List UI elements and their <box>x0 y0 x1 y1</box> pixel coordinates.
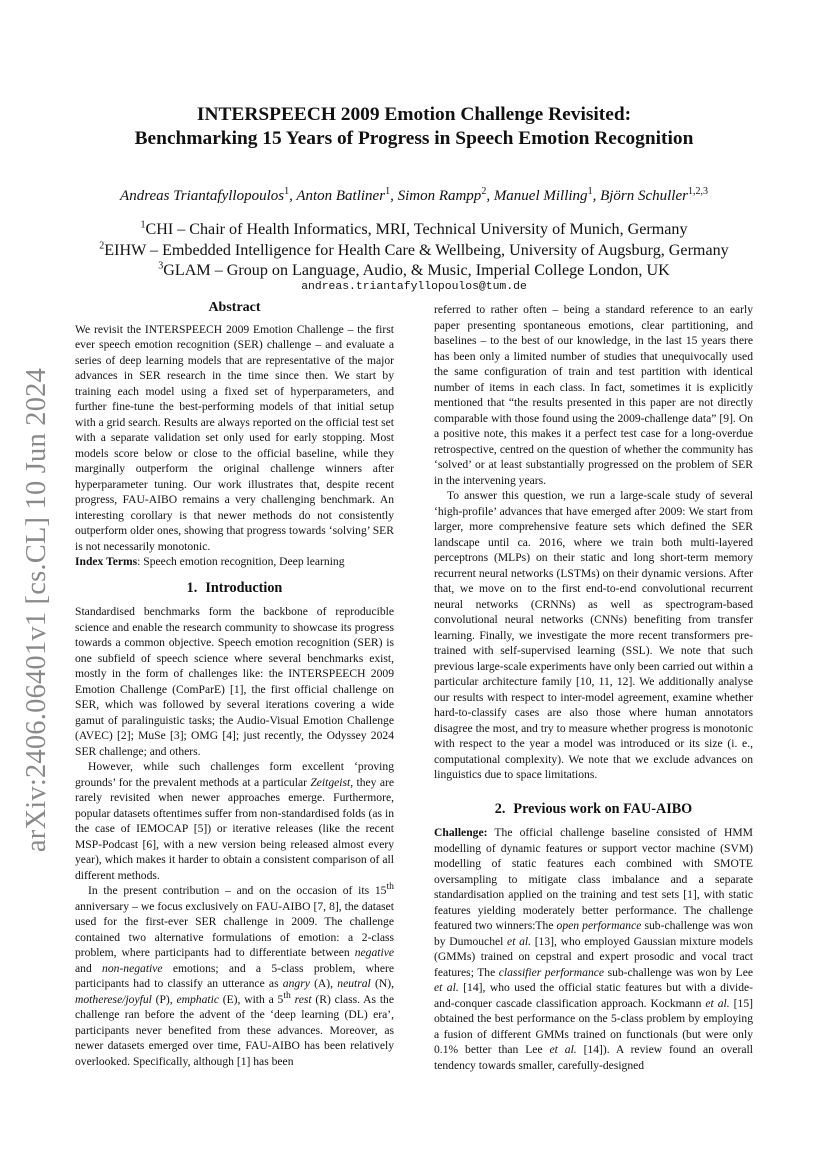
text-run: (R) class. As the challenge ran before the advent of the ‘deep learning (DL) era’, participants never benefited from these advances. Moreover, as newer datasets emerged over time, FAU-AIBO has been relatively overlooked. Specifically, although [1] has been <box>75 992 394 1068</box>
affiliation-text: EIHW – Embedded Intelligence for Health Care & Wellbeing, University of Augsburg, Germany <box>104 241 729 259</box>
author-name: Simon Rampp <box>397 188 482 204</box>
affiliation-number: 3 <box>158 260 164 272</box>
right-column <box>434 302 753 1073</box>
emphasis-text: emphatic <box>176 992 219 1006</box>
affiliation-text: CHI – Chair of Health Informatics, MRI, Technical University of Munich, Germany <box>145 221 688 238</box>
intro-paragraph-2 <box>75 759 394 883</box>
text-run: emotions; and a 5-class problem, where participants had to classify an utterance as <box>75 961 395 990</box>
section-title: Introduction <box>205 579 283 596</box>
ordinal-suffix: th <box>283 989 291 1001</box>
emphasis-text: rest <box>294 992 312 1006</box>
author-affiliation-mark: 1 <box>385 186 391 197</box>
text-run: [14]). A review found an overall tendency towards smaller, carefully-designed <box>434 1043 753 1072</box>
text-run: , they are rarely revisited when newer approaches emerge. Furthermore, popular datasets oftentimes suffer from non-standardised folds (as in the case of IEMOCAP [5]) or iterative releases (like the recent MSP-Podcast [6], with a new version being released almost every year), which makes it harder to obtain a consistent comparison of all different methods. <box>75 775 394 882</box>
text-run: (A), <box>309 977 338 990</box>
arxiv-stamp <box>12 0 62 1171</box>
author-list: Andreas Triantafyllopoulos$^1$, Anton Batliner$^1$, Simon Rampp$^2$, Manuel Milling$^1$, Björn Schuller$^{1,2,3}$ <box>120 186 708 204</box>
affiliation <box>60 241 768 262</box>
text-run: and <box>75 961 103 975</box>
emphasis-text: Zeitgeist <box>310 775 351 789</box>
affiliation <box>60 220 768 241</box>
emphasis-text: angry <box>282 977 310 990</box>
text-run: [14], who used the official static features but with a divide-and-conquer cascade classification approach. Kockmann <box>434 981 754 1010</box>
emphasis-text: et al. <box>549 1043 577 1056</box>
intro-paragraph-3 <box>75 883 394 1069</box>
intro-paragraph-3-continued: referred to rather often – being a standard reference to an early paper presenting spontaneous emotions, clear partitioning, and baselines – to the best of our knowledge, in the last 15 years there has been only a limited number of studies that unequivocally used the same configuration of train and test partition with identical number of items in each class. In fact, sometimes it is explicitly mentioned that “the results presented in this paper are not directly comparable with those found using the 2009-challenge data” [9]. On a positive note, this makes it a perfect test case for a long-overdue retrospective, centred on the question of whether the community has ‘solved’ or at least substantially progressed on the problem of SER in the intervening years. <box>434 303 753 487</box>
index-terms-label: Index Terms <box>75 555 138 568</box>
author-name: Anton Batliner <box>296 188 386 204</box>
author-affiliation-mark: 1 <box>284 186 290 197</box>
text-run: [13], who employed Gaussian mixture models (GMMs) trained on cepstral and expert prosodic and vocal tract features; The <box>434 934 754 979</box>
affiliations <box>60 220 768 282</box>
affiliation <box>60 261 768 282</box>
left-column <box>75 300 394 1069</box>
emphasis-text: et al. <box>434 981 459 994</box>
text-run: [15] obtained the best performance on the 5-class problem by employing a fusion of different GMMs trained on functionals (but were only 0.1% better than Lee <box>434 996 753 1056</box>
text-run: However, while such challenges form excellent ‘proving grounds’ for the prevalent methods at a particular <box>75 760 394 789</box>
text-run: In the present contribution – and on the occasion of its 15 <box>88 884 387 897</box>
emphasis-text: neutral <box>337 977 371 990</box>
contact-email: andreas.triantafyllopoulos@tum.de <box>301 281 527 293</box>
text-run: anniversary – we focus exclusively on FAU-AIBO [7, 8], the dataset used for the first-ever SER challenge in 2009. The challenge contained two alternative formulations of emotion: a 2-class problem, where participants had to differentiate between <box>75 899 394 959</box>
title-line-1: INTERSPEECH 2009 Emotion Challenge Revisited: <box>196 104 632 125</box>
author-affiliation-mark: 2 <box>481 186 487 197</box>
section-heading-previous-work <box>434 802 753 818</box>
author-name: Manuel Milling <box>493 188 588 204</box>
author-affiliation-mark: 1,2,3 <box>687 186 708 197</box>
paper-title <box>60 103 768 151</box>
previous-work-paragraph <box>434 825 753 1073</box>
emphasis-text: motherese/joyful <box>75 992 152 1006</box>
author-name: Björn Schuller <box>600 188 688 204</box>
text-run: (N), <box>370 977 394 990</box>
abstract-heading: Abstract <box>208 300 261 315</box>
affiliation-number: 1 <box>140 219 146 231</box>
paragraph-label: Challenge: <box>434 826 488 839</box>
emphasis-text: negative <box>354 946 394 959</box>
emphasis-text: open performance <box>556 919 642 932</box>
emphasis-text: et al. <box>507 934 532 948</box>
section-heading-introduction <box>75 581 394 597</box>
section-number: 1. <box>186 579 198 596</box>
abstract-text: We revisit the INTERSPEECH 2009 Emotion Challenge – the first ever speech emotion recognition (SER) challenge – and evaluate a series of deep learning models that are representative of the major advances in SER research in the time since then. We start by training each model using a fixed set of hyperparameters, and further fine-tune the best-performing models of that initial setup with a grid search. Results are always reported on the official test set with a separate validation set only used for early stopping. Most models score below or close to the official baseline, while they marginally outperform the original challenge winners after hyperparameter tuning. Our work illustrates that, despite recent progress, FAU-AIBO remains a very challenging benchmark. An interesting corollary is that newer methods do not consistently outperform older ones, showing that progress towards ‘solving’ SER is not necessarily monotonic. <box>75 322 394 553</box>
index-terms-text: : Speech emotion recognition, Deep learning <box>137 555 345 568</box>
title-line-2: Benchmarking 15 Years of Progress in Speech Emotion Recognition <box>134 128 694 149</box>
text-run: (P), <box>151 992 177 1006</box>
emphasis-text: et al. <box>705 996 730 1010</box>
text-run: The official challenge baseline consisted of HMM modelling of dynamic features or support vector machine (SVM) modelling of static features each combined with SMOTE oversampling to mitigate class imbalance and a separate standardisation applied on the training and test sets [1], with static features yielding moderately better performance. The challenge featured two winners:The <box>434 826 753 932</box>
emphasis-text: classifier performance <box>498 965 605 979</box>
affiliation-text: GLAM – Group on Language, Audio, & Music, Imperial College London, UK <box>163 262 670 279</box>
text-run: sub-challenge was won by Dumouchel <box>434 919 754 948</box>
emphasis-text: non-negative <box>102 961 163 975</box>
section-number: 2. <box>494 800 506 817</box>
index-terms <box>75 554 394 570</box>
affiliation-number: 2 <box>99 240 105 252</box>
arxiv-stamp-text: arXiv:2406.06401v1 [cs.CL] 10 Jun 2024 <box>21 367 52 853</box>
intro-paragraph-4: To answer this question, we run a large-scale study of several ‘high-profile’ advances that have emerged after 2009: We start from larger, more comprehensive feature sets which defined the SER landscape until ca. 2016, where we train both multi-layered perceptrons (MLPs) on their static and long short-term memory recurrent neural networks (LSTMs) on their dynamic versions. After that, we move on to the first end-to-end convolutional recurrent neural networks (CRNNs) as well as spectrogram-based convolutional neural networks (CNNs) benefiting from transfer learning. Finally, we investigate the more recent transformers pre-trained with self-supervised learning (SSL). We note that such previous large-scale experiments have only been carried out within a particular architecture family [10, 11, 12]. We additionally analyse our results with respect to inter-model agreement, examine whether hard-to-classify cases are also those where human annotators disagree the most, and try to measure whether progress is monotonic with respect to the year a model was introduced or its size (i. e., computational complexity). We note that we exclude advances on linguistics due to space limitations. <box>434 489 753 781</box>
author-name: Andreas Triantafyllopoulos <box>120 188 285 204</box>
author-affiliation-mark: 1 <box>587 186 593 197</box>
text-run: (E), with a 5 <box>218 992 284 1006</box>
ordinal-suffix: th <box>386 881 394 893</box>
section-title: Previous work on FAU-AIBO <box>513 800 693 817</box>
intro-paragraph-1: Standardised benchmarks form the backbone of reproducible science and enable the research community to showcase its progress towards a common objective. Speech emotion recognition (SER) is one subfield of speech science where several benchmarks exist, mostly in the form of challenges like: the INTERSPEECH 2009 Emotion Challenge (ComParE) [1], the first official challenge on SER, which was followed by several iterations covering a wide gamut of paralinguistic tasks; the Audio-Visual Emotion Challenge (AVEC) [2]; MuSe [3]; OMG [4]; just recently, the Odyssey 2024 SER challenge; and others. <box>75 605 394 758</box>
text-run: sub-challenge was won by Lee <box>604 965 753 979</box>
